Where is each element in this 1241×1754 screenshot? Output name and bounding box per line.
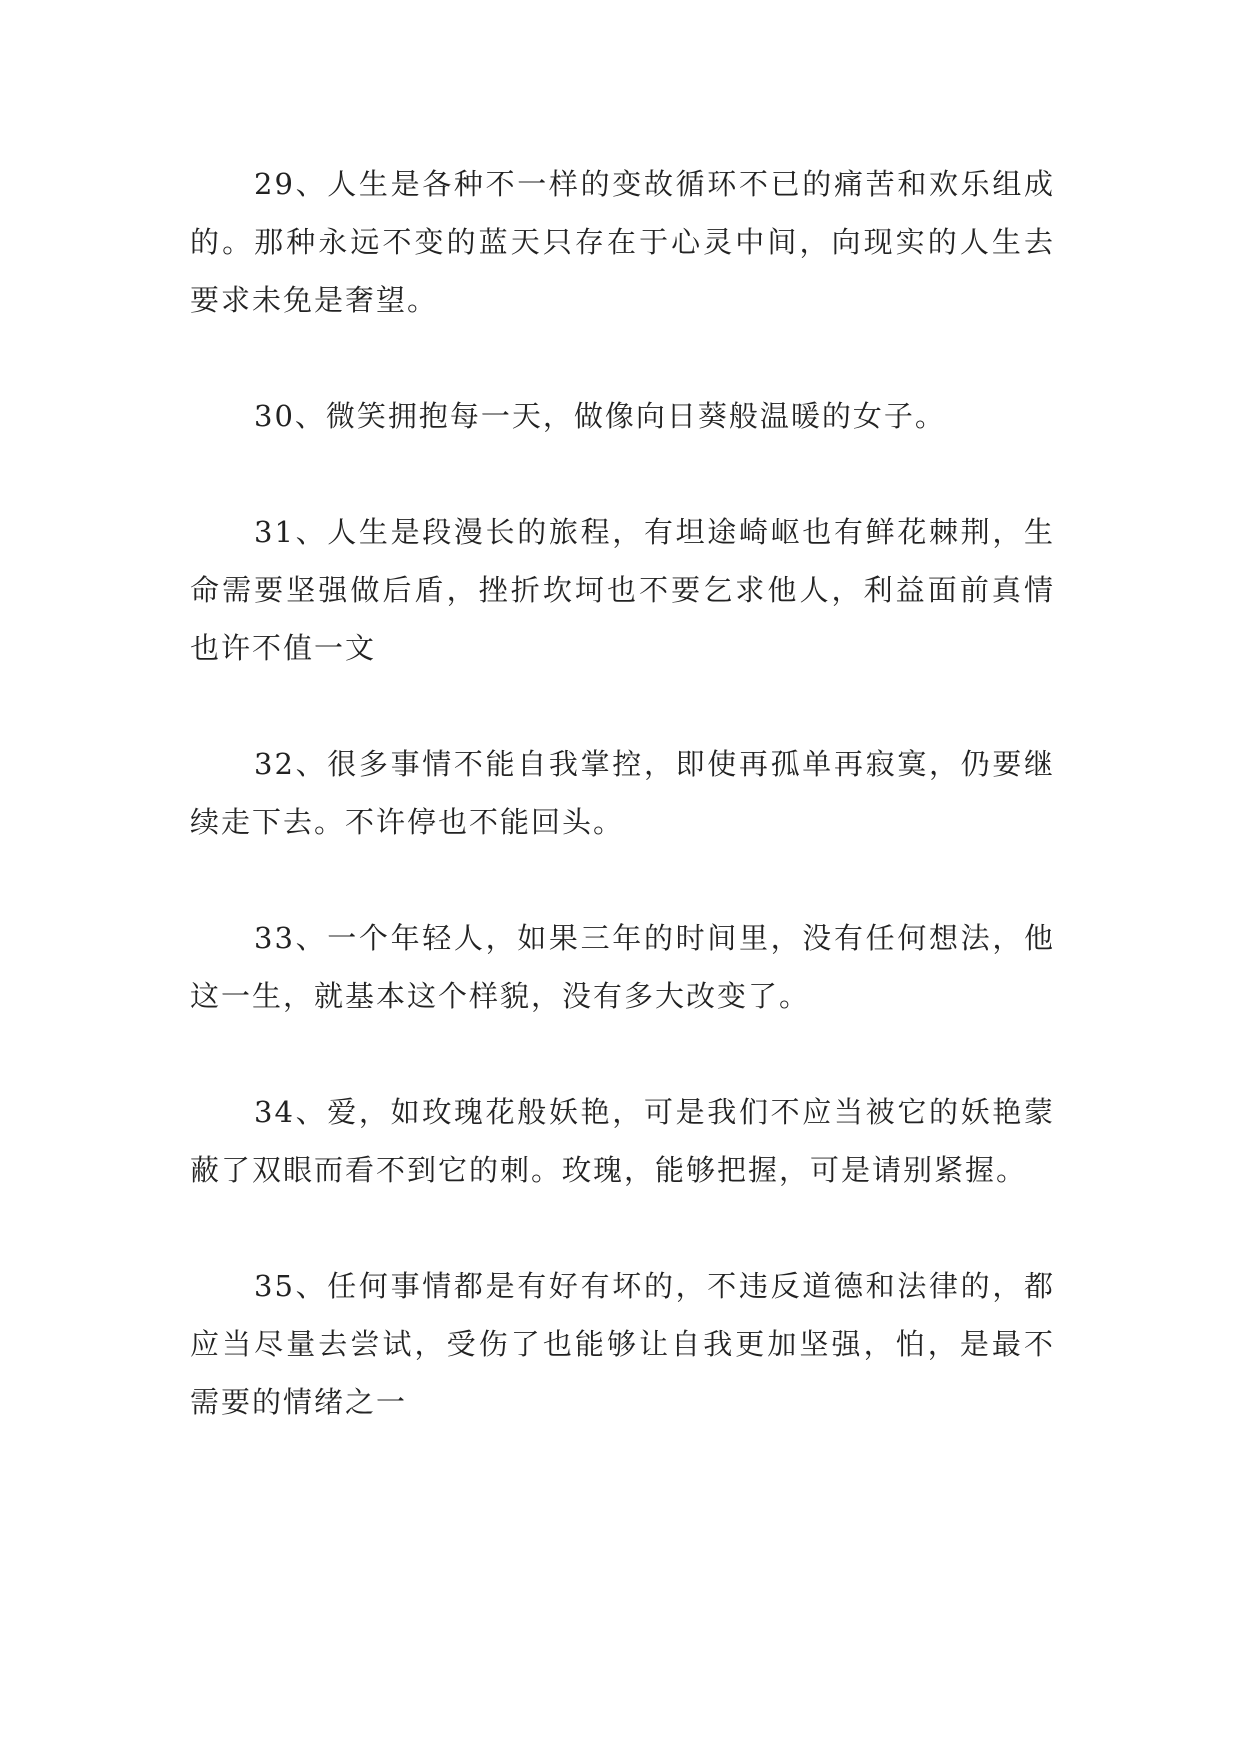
document-body — [190, 155, 1055, 1489]
paragraph-34: 34、爱，如玫瑰花般妖艳，可是我们不应当被它的妖艳蒙蔽了双眼而看不到它的刺。玫瑰，能够把握，可是请别紧握。 — [190, 1095, 1055, 1187]
paragraph-33: 33、一个年轻人，如果三年的时间里，没有任何想法，他这一生，就基本这个样貌，没有多大改变了。 — [190, 921, 1055, 1013]
paragraph-35: 35、任何事情都是有好有坏的，不违反道德和法律的，都应当尽量去尝试，受伤了也能够让自我更加坚强，怕，是最不需要的情绪之一 — [190, 1269, 1055, 1419]
paragraph-31: 31、人生是段漫长的旅程，有坦途崎岖也有鲜花棘荆，生命需要坚强做后盾，挫折坎坷也不要乞求他人，利益面前真情也许不值一文 — [190, 515, 1055, 665]
paragraph-29: 29、人生是各种不一样的变故循环不已的痛苦和欢乐组成的。那种永远不变的蓝天只存在于心灵中间，向现实的人生去要求未免是奢望。 — [190, 167, 1055, 317]
paragraph-32: 32、很多事情不能自我掌控，即使再孤单再寂寞，仍要继续走下去。不许停也不能回头。 — [190, 747, 1055, 839]
paragraph-30: 30、微笑拥抱每一天，做像向日葵般温暖的女子。 — [254, 399, 946, 433]
